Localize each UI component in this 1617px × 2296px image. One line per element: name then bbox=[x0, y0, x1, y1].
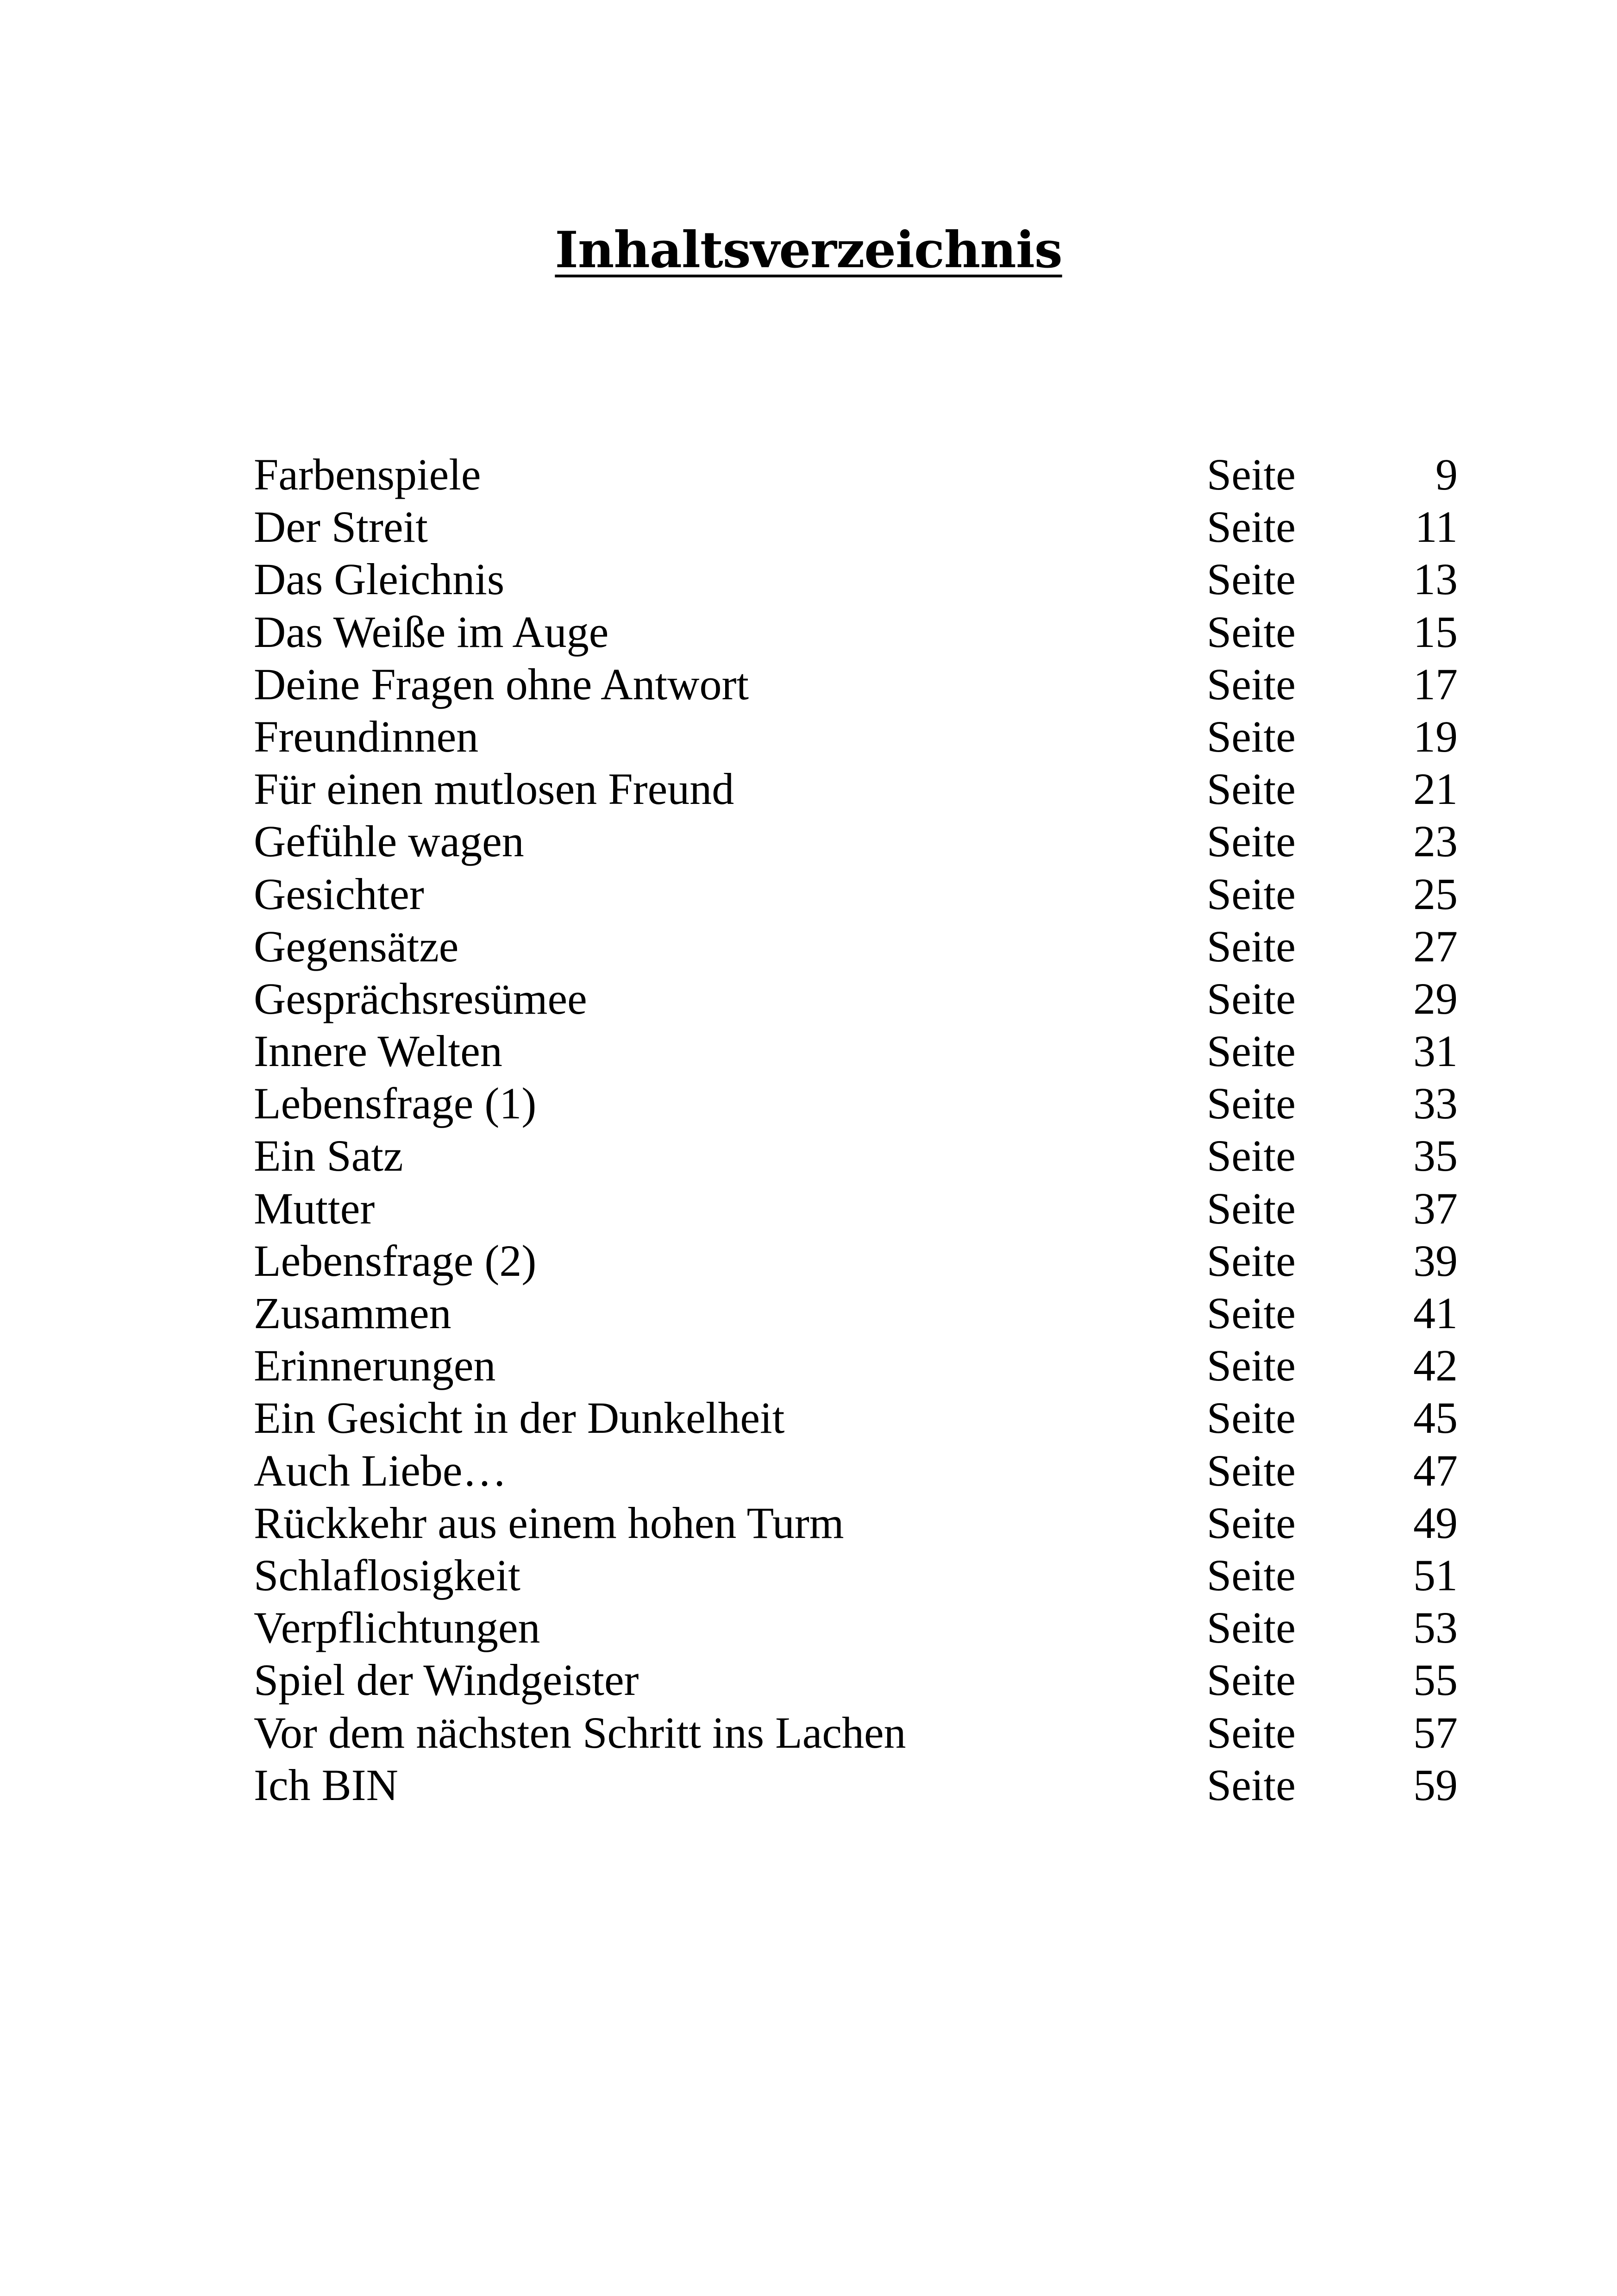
toc-entry bbox=[254, 1549, 1458, 1601]
toc-entry-title: Innere Welten bbox=[254, 1026, 502, 1076]
toc-entry-seite-label: Seite bbox=[1207, 607, 1296, 657]
toc-entry bbox=[254, 606, 1458, 658]
toc-entry-seite-label: Seite bbox=[1207, 1131, 1296, 1181]
toc-entry bbox=[254, 658, 1458, 710]
toc-entry-seite-label: Seite bbox=[1207, 1236, 1296, 1286]
toc-entry bbox=[254, 1339, 1458, 1392]
toc-entry bbox=[254, 1759, 1458, 1811]
toc-entry bbox=[254, 920, 1458, 972]
toc-entry-page-number: 19 bbox=[1413, 711, 1458, 761]
toc-entry bbox=[254, 1129, 1458, 1182]
page-title: Inhaltsverzeichnis bbox=[555, 221, 1062, 279]
toc-entry-seite-label: Seite bbox=[1207, 1760, 1296, 1810]
toc-entry bbox=[254, 448, 1458, 501]
toc-entry-title: Freundinnen bbox=[254, 711, 479, 761]
toc-entry bbox=[254, 815, 1458, 867]
toc-entry-page-number: 17 bbox=[1413, 659, 1458, 709]
toc-entry-seite-label: Seite bbox=[1207, 1655, 1296, 1705]
toc-entry-page-number: 15 bbox=[1413, 607, 1458, 657]
toc-entry-seite-label: Seite bbox=[1207, 502, 1296, 552]
toc-entry-title: Das Weiße im Auge bbox=[254, 607, 609, 657]
toc-entry-page-number: 21 bbox=[1413, 764, 1458, 814]
toc-entry-title: Auch Liebe… bbox=[254, 1445, 507, 1495]
toc-entry-page-number: 51 bbox=[1413, 1550, 1458, 1600]
toc-entry-title: Das Gleichnis bbox=[254, 554, 505, 604]
toc-entry-seite-label: Seite bbox=[1207, 921, 1296, 971]
toc-entry-seite-label: Seite bbox=[1207, 1707, 1296, 1757]
toc-entry-seite-label: Seite bbox=[1207, 1393, 1296, 1443]
toc-entry-seite-label: Seite bbox=[1207, 1183, 1296, 1233]
toc-entry-page-number: 11 bbox=[1415, 502, 1458, 552]
toc-entry-title: Mutter bbox=[254, 1183, 375, 1233]
toc-entry bbox=[254, 972, 1458, 1025]
toc-entry-title: Ein Satz bbox=[254, 1131, 403, 1181]
toc-entry-page-number: 31 bbox=[1413, 1026, 1458, 1076]
toc-entry bbox=[254, 501, 1458, 553]
toc-entry-page-number: 13 bbox=[1413, 554, 1458, 604]
toc-entry bbox=[254, 1235, 1458, 1287]
toc-entry-page-number: 29 bbox=[1413, 973, 1458, 1023]
toc-entry-seite-label: Seite bbox=[1207, 554, 1296, 604]
toc-entry-seite-label: Seite bbox=[1207, 1341, 1296, 1391]
toc-entry bbox=[254, 1444, 1458, 1497]
toc-entry-title: Deine Fragen ohne Antwort bbox=[254, 659, 749, 709]
toc-entry-page-number: 42 bbox=[1413, 1341, 1458, 1391]
toc-entry-title: Der Streit bbox=[254, 502, 428, 552]
toc-entry-page-number: 49 bbox=[1413, 1498, 1458, 1548]
toc-entry-page-number: 59 bbox=[1413, 1760, 1458, 1810]
toc-entry bbox=[254, 553, 1458, 605]
toc-entry-seite-label: Seite bbox=[1207, 1603, 1296, 1653]
toc-entry-title: Ich BIN bbox=[254, 1760, 398, 1810]
toc-entry-title: Rückkehr aus einem hohen Turm bbox=[254, 1498, 844, 1548]
toc-entry-seite-label: Seite bbox=[1207, 1288, 1296, 1338]
toc-entry-title: Zusammen bbox=[254, 1288, 451, 1338]
table-of-contents bbox=[254, 448, 1458, 1811]
toc-entry-title: Farbenspiele bbox=[254, 450, 481, 499]
toc-entry-page-number: 55 bbox=[1413, 1655, 1458, 1705]
toc-entry bbox=[254, 1025, 1458, 1077]
toc-entry bbox=[254, 1654, 1458, 1706]
toc-entry-title: Für einen mutlosen Freund bbox=[254, 764, 734, 814]
toc-entry-seite-label: Seite bbox=[1207, 659, 1296, 709]
toc-entry-seite-label: Seite bbox=[1207, 1026, 1296, 1076]
toc-entry-title: Verpflichtungen bbox=[254, 1603, 540, 1653]
toc-entry-title: Ein Gesicht in der Dunkelheit bbox=[254, 1393, 785, 1443]
toc-entry-seite-label: Seite bbox=[1207, 816, 1296, 866]
toc-entry bbox=[254, 1706, 1458, 1759]
toc-entry-page-number: 23 bbox=[1413, 816, 1458, 866]
toc-entry bbox=[254, 710, 1458, 763]
toc-entry-page-number: 37 bbox=[1413, 1183, 1458, 1233]
toc-entry-page-number: 27 bbox=[1413, 921, 1458, 971]
toc-entry-title: Lebensfrage (1) bbox=[254, 1079, 537, 1129]
toc-entry bbox=[254, 1287, 1458, 1339]
toc-entry bbox=[254, 1601, 1458, 1654]
toc-entry-page-number: 9 bbox=[1435, 450, 1458, 499]
toc-entry-title: Gefühle wagen bbox=[254, 816, 524, 866]
toc-entry-title: Gesprächsresümee bbox=[254, 973, 587, 1023]
toc-entry-title: Gesichter bbox=[254, 869, 424, 919]
toc-entry-page-number: 45 bbox=[1413, 1393, 1458, 1443]
toc-entry-page-number: 53 bbox=[1413, 1603, 1458, 1653]
toc-entry-title: Erinnerungen bbox=[254, 1341, 496, 1391]
toc-entry-title: Spiel der Windgeister bbox=[254, 1655, 639, 1705]
toc-entry-page-number: 25 bbox=[1413, 869, 1458, 919]
toc-entry-seite-label: Seite bbox=[1207, 869, 1296, 919]
toc-entry-seite-label: Seite bbox=[1207, 711, 1296, 761]
toc-entry bbox=[254, 1077, 1458, 1129]
toc-entry-seite-label: Seite bbox=[1207, 450, 1296, 499]
toc-entry-title: Gegensätze bbox=[254, 921, 459, 971]
toc-entry bbox=[254, 763, 1458, 815]
toc-entry-seite-label: Seite bbox=[1207, 1079, 1296, 1129]
toc-entry-seite-label: Seite bbox=[1207, 764, 1296, 814]
toc-entry-page-number: 41 bbox=[1413, 1288, 1458, 1338]
toc-entry-page-number: 57 bbox=[1413, 1707, 1458, 1757]
toc-entry bbox=[254, 1392, 1458, 1444]
toc-entry bbox=[254, 1182, 1458, 1235]
toc-entry-title: Vor dem nächsten Schritt ins Lachen bbox=[254, 1707, 906, 1757]
toc-entry-page-number: 33 bbox=[1413, 1079, 1458, 1129]
toc-entry-title: Lebensfrage (2) bbox=[254, 1236, 537, 1286]
toc-entry-title: Schlaflosigkeit bbox=[254, 1550, 520, 1600]
toc-entry bbox=[254, 868, 1458, 920]
toc-entry bbox=[254, 1497, 1458, 1549]
toc-entry-page-number: 39 bbox=[1413, 1236, 1458, 1286]
toc-entry-seite-label: Seite bbox=[1207, 1498, 1296, 1548]
toc-entry-seite-label: Seite bbox=[1207, 1550, 1296, 1600]
toc-entry-seite-label: Seite bbox=[1207, 973, 1296, 1023]
toc-entry-page-number: 47 bbox=[1413, 1445, 1458, 1495]
toc-entry-seite-label: Seite bbox=[1207, 1445, 1296, 1495]
toc-entry-page-number: 35 bbox=[1413, 1131, 1458, 1181]
